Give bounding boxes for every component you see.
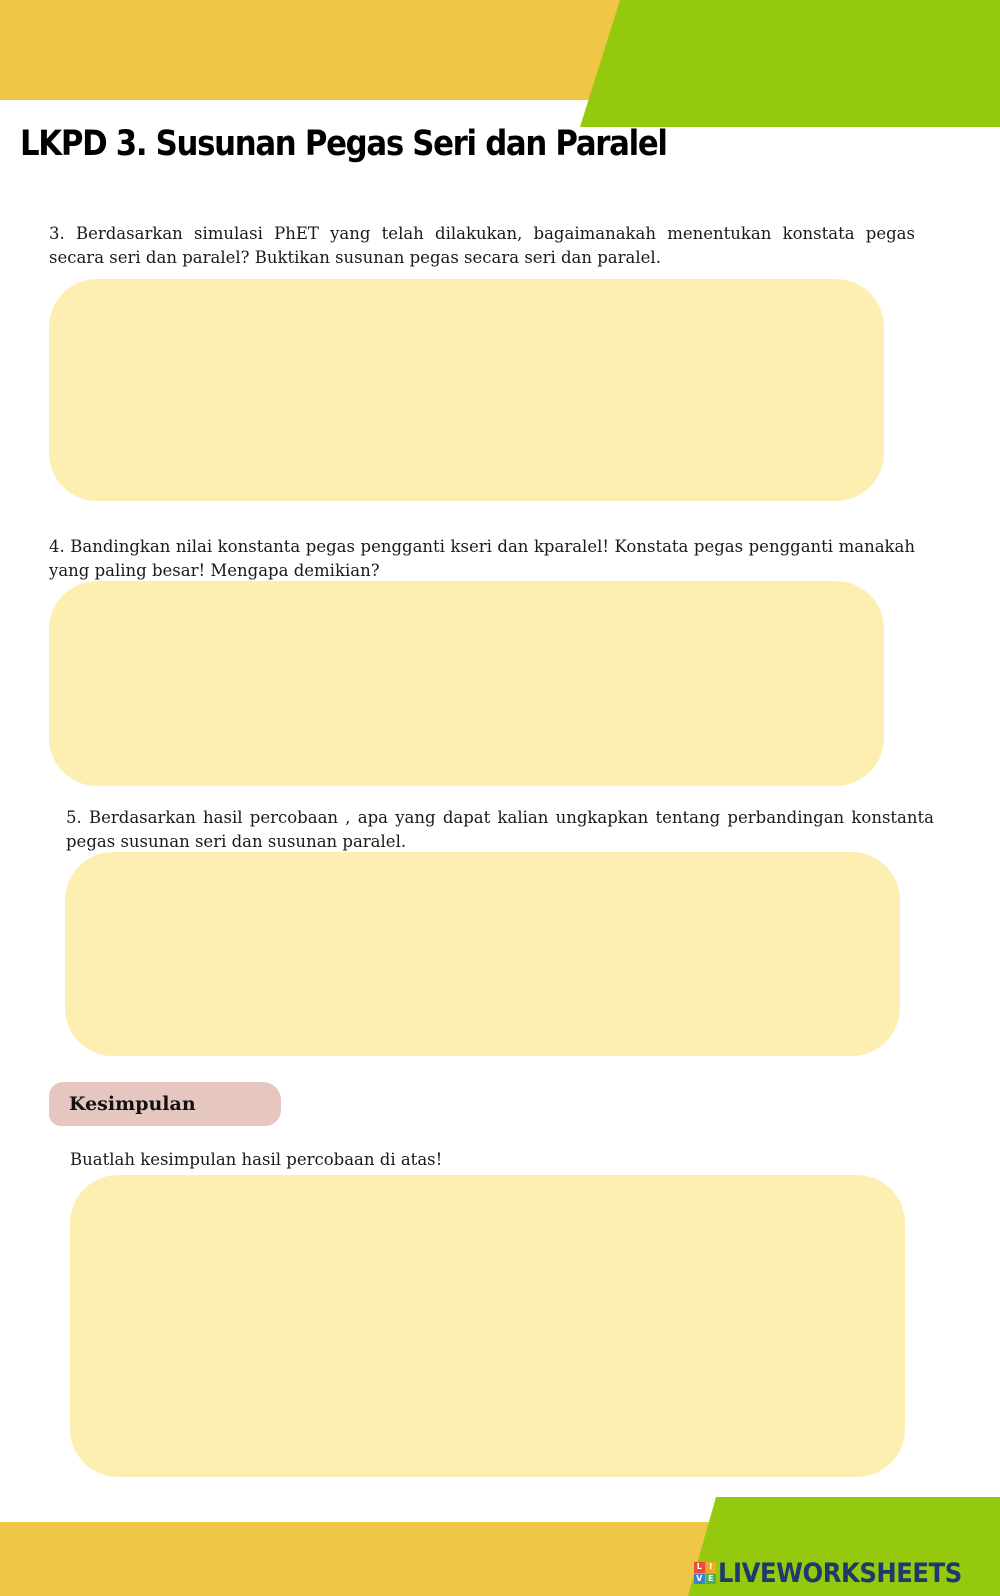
question-4-text: 4. Bandingkan nilai konstanta pegas pengganti kseri dan kparalel! Konstata pegas pengganti manakah yang paling besar! Mengapa demikian? [49,537,915,580]
logo-mark-letter: I [706,1562,717,1573]
logo-mark-letter: V [694,1574,705,1585]
conclusion-heading: Kesimpulan [49,1082,281,1126]
question-4-answer-box[interactable] [49,581,884,786]
liveworksheets-logo [694,1557,989,1589]
logo-mark-letter: E [706,1574,717,1585]
logo-mark-letter: L [694,1562,705,1573]
page-title: LKPD 3. Susunan Pegas Seri dan Paralel [20,124,667,164]
question-3-text: 3. Berdasarkan simulasi PhET yang telah dilakukan, bagaimanakah menentukan konstata pegas secara seri dan paralel? Buktikan susunan pegas secara seri dan paralel. [49,224,915,267]
liveworksheets-logo-text: LIVEWORKSHEETS [718,1557,962,1589]
question-3-answer-box[interactable] [49,279,884,501]
question-5-answer-box[interactable] [65,852,900,1056]
question-5-text: 5. Berdasarkan hasil percobaan , apa yang dapat kalian ungkapkan tentang perbandingan konstanta pegas susunan seri dan susunan paralel. [66,808,934,851]
header-green-band [580,0,1000,127]
conclusion-prompt: Buatlah kesimpulan hasil percobaan di atas! [70,1150,443,1169]
liveworksheets-logo-mark-icon [694,1562,716,1584]
conclusion-answer-box[interactable] [70,1175,905,1477]
